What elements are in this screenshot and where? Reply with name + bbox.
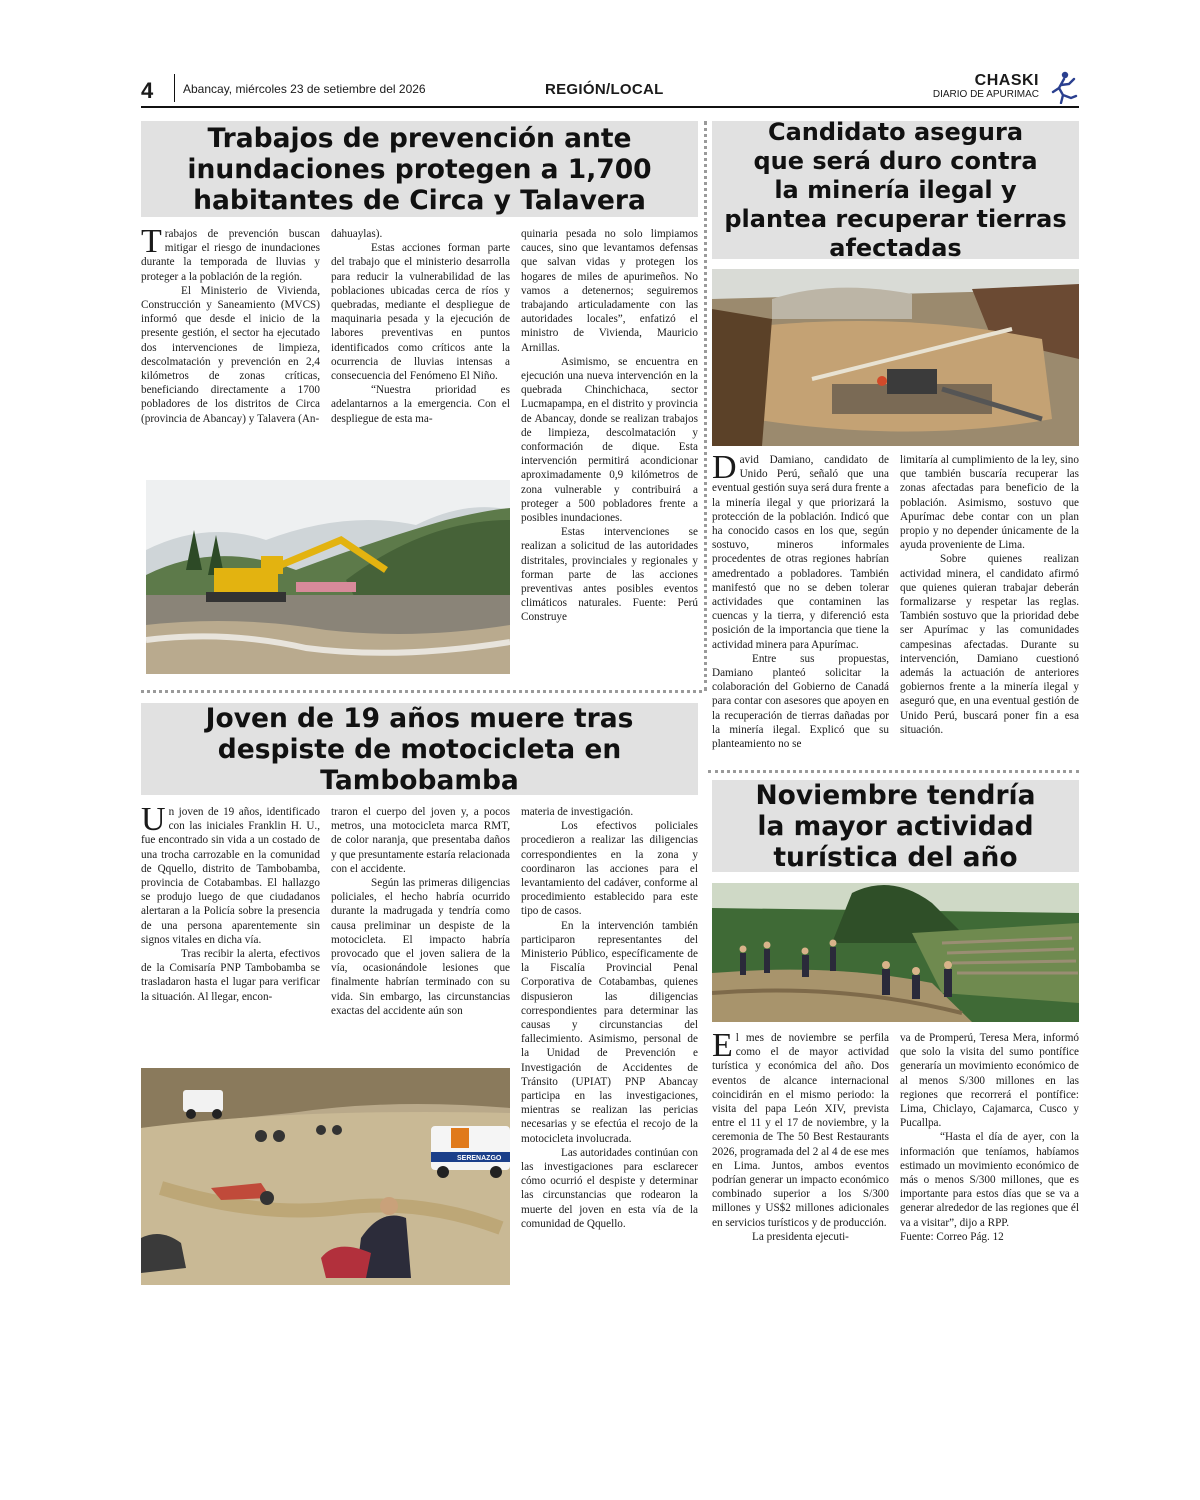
newspaper-brand: [933, 72, 1039, 100]
brand-name: CHASKI: [974, 72, 1039, 89]
section-title: REGIÓN/LOCAL: [545, 81, 664, 98]
page-number: 4: [141, 78, 154, 103]
paragraph: traron el cuerpo del joven y, a pocos metros, una motocicleta marca RMT, de color naranja, que presentaba daños y que presuntamente estaría relacionada con el accidente.: [331, 806, 510, 875]
headline-inundaciones: [141, 121, 698, 217]
article3-column-2: [331, 805, 510, 1018]
paragraph: En la intervención también participaron representantes del Ministerio Público, específicamente de la Fiscalía Provincial Penal Corporativa de Cotabambas, quienes dispusieron las diligencias correspondientes para determinar las causas y circunstancias del fallecimiento. Asimismo, personal de la Unidad de Prevención e Investigación de Accidentes de Tránsito (UPIAT) PNP Abancay participa en las investigaciones, mientras se realizan las pericias necesarias y se efectúa el recojo de la motocicleta involucrada.: [521, 919, 698, 1145]
headline-line: Candidato asegura: [767, 117, 1024, 146]
paragraph: rabajos de prevención buscan mitigar el riesgo de inundaciones durante la temporada de lluvias y proteger a la población de la región.: [141, 228, 320, 283]
paragraph: La presidenta ejecuti-: [752, 1230, 849, 1243]
paragraph: n joven de 19 años, identificado con las iniciales Franklin H. U., fue encontrado sin vida a un costado de una trocha carrozable en la comunidad de Qquello, distrito de Tambobamba, provincia de Cotabambas. El hallazgo se produjo luego de que ciudadanos alertaran a la Policía sobre la presencia de una persona aparentemente sin signos vitales en dicha vía.: [141, 806, 320, 946]
paragraph: Según las primeras diligencias policiales, el hecho habría ocurrido durante la madrugada y tendría como causa preliminar un despiste de la motocicleta. El impacto habría provocado que el joven saliera de la vía, ocasionándole lesiones que finalmente habrían terminado con su vida. Sin embargo, las circunstancias exactas del accidente aún son: [331, 877, 510, 1017]
source-credit: Fuente: Correo Pág. 12: [900, 1230, 1004, 1243]
paragraph: “Nuestra prioridad es adelantarnos a la emergencia. Con el despliegue de esta ma-: [331, 384, 510, 425]
headline-line: afectadas: [829, 233, 962, 262]
headline-line: inundaciones protegen a 1,700: [187, 153, 652, 185]
paragraph: Tras recibir la alerta, efectivos de la Comisaría PNP Tambobamba se trasladaron hasta el lugar para verificar la situación. Al llegar, encon-: [141, 948, 320, 1003]
serenazgo-badge-text: SERENAZGO: [457, 1155, 502, 1162]
headline-line: Tambobamba: [320, 764, 519, 796]
accident-scene-photo: [141, 1068, 510, 1285]
column-separator: [704, 121, 707, 691]
paragraph: va de Promperú, Teresa Mera, informó que solo la visita del sumo pontífice generaría un movimiento económico de al menos S/300 millones en las regiones que recorrerá el pontífice: Lima, Chiclayo, Cajamarca, Cusco y Pucallpa.: [900, 1032, 1079, 1130]
headline-line: la minería ilegal y: [774, 175, 1017, 204]
section-separator: [141, 690, 702, 693]
article2-column-2: [900, 453, 1079, 737]
headline-line: turística del año: [773, 841, 1018, 873]
article3-column-1: [141, 801, 320, 1004]
paragraph: Los efectivos policiales procedieron a realizar las diligencias correspondientes en la zona y coordinaron las acciones para el levantamiento del cadáver, conforme al procedimiento establecido para este tipo de casos.: [521, 820, 698, 918]
headline-motocicleta: [141, 703, 698, 795]
machu-picchu-photo: [712, 883, 1079, 1022]
article4-column-1: [712, 1027, 889, 1244]
paragraph: limitaría al cumplimiento de la ley, sino que también buscaría recuperar las zonas afectadas para beneficio de la población. Asimismo, sostuvo que Apurímac debe contar con un plan propio y no depender únicamente de la ayuda proveniente de Lima.: [900, 454, 1079, 552]
headline-line: Noviembre tendría: [755, 779, 1036, 811]
drop-cap: U: [141, 801, 166, 838]
paragraph: dahuaylas).: [331, 228, 383, 240]
article1-column-3: [521, 227, 698, 625]
paragraph: materia de investigación.: [521, 806, 634, 818]
headline-line: habitantes de Circa y Talavera: [193, 184, 646, 216]
header-divider: [174, 74, 175, 102]
article4-column-2: [900, 1031, 1079, 1244]
paragraph: Estas acciones forman parte del trabajo que el ministerio desarrolla para reducir la vulnerabilidad de las poblaciones ubicadas cerca de ríos y quebradas, mediante el despliegue de maquinaria pesada y la ejecución de labores preventivas en puntos identificados como críticos ante la ocurrencia de lluvias intensas a consecuencia del Fenómeno El Niño.: [331, 242, 510, 383]
headline-line: que será duro contra: [753, 146, 1038, 175]
headline-mineria: [712, 117, 1079, 262]
drop-cap: E: [712, 1027, 733, 1064]
headline-line: plantea recuperar tierras: [724, 204, 1067, 233]
paragraph: Las autoridades continúan con las investigaciones para esclarecer cómo ocurrió el despiste y determinar las circunstancias que rodearon la muerte del joven en esta vía de la comunidad de Qquello.: [521, 1146, 698, 1230]
brand-tagline: DIARIO DE APURIMAC: [932, 89, 1039, 100]
excavator-river-photo: [146, 480, 510, 674]
paragraph: l mes de noviembre se perfila como el de mayor actividad turística y económica del año. Dos eventos de alcance internacional coincidirán en el mismo periodo: la visita del papa León XIV, prevista entre el 11 y el 17 de noviembre, y la ceremonia de The 50 Best Restaurants 2026, programada del 2 al 4 de ese mes en Lima. Juntos, ambos eventos podrían generar un impacto económico combinado superior a los S/300 millones y US$2 millones adicionales en servicios turísticos y de producción.: [712, 1032, 889, 1229]
paragraph: quinaria pesada no solo limpiamos cauces, sino que levantamos defensas que salvan vidas y protegen los hogares de miles de apurimeños. No vamos a detenernos; seguiremos trabajando articuladamente con las autoridades locales”, enfatizó el ministro de Vivienda, Mauricio Arnillas.: [521, 228, 698, 354]
dateline: Abancay, miércoles 23 de setiembre del 2026: [183, 82, 426, 96]
paragraph: Sobre quienes realizan actividad minera, el candidato afirmó que quienes quieran trabajar deberán formalizarse y respetar las reglas. También sostuvo que la prioridad debe ser Apurímac y las comunidades campesinas afectadas. Durante su intervención, Damiano cuestionó además la actuación de anteriores gobiernos frente a la minería ilegal y aseguró que, en una eventual gestión de Unido Perú, buscará poner fin a esa situación.: [900, 553, 1079, 736]
paragraph: Asimismo, se encuentra en ejecución una nueva intervención en la quebrada Chinchichaca, sector Lucmapampa, en el distrito y provincia de Abancay, donde se realizan trabajos de limpieza, descolmatación y conformación de dique. Esta intervención permitirá acondicionar aproximadamente 0,9 kilómetros de zona vulnerable y contribuirá a proteger a 500 pobladores frente a posibles inundaciones.: [521, 355, 698, 525]
headline-line: Trabajos de prevención ante: [207, 122, 632, 154]
paragraph: Estas intervenciones se realizan a solicitud de las autoridades distritales, provinciales y regionales y forman parte de las acciones preventivas antes posibles eventos climáticos naturales. Fuente: Perú Construye: [521, 526, 698, 624]
article2-column-1: [712, 449, 889, 751]
drop-cap: T: [141, 223, 162, 260]
section-separator: [708, 770, 1079, 773]
article1-column-2: [331, 227, 510, 426]
illegal-mining-photo: [712, 269, 1079, 446]
paragraph: “Hasta el día de ayer, con la información que teníamos, habíamos estimado un movimiento económico de más o menos S/300 millones, que es importante para estos días que se va a generar alrededor de las regiones que él va a visitar”, dijo a RPP.: [900, 1131, 1079, 1229]
headline-turismo: [712, 780, 1079, 872]
paragraph: Entre sus propuestas, Damiano planteó solicitar la colaboración del Gobierno de Canadá para contar con asesores que apoyen en la recuperación de tierras dañadas por la minería ilegal. Explicó que su planteamiento no se: [712, 652, 889, 751]
headline-line: Joven de 19 años muere tras: [205, 702, 634, 734]
chaski-runner-icon: [1047, 70, 1079, 104]
drop-cap: D: [712, 449, 737, 486]
page-header: [141, 70, 1079, 108]
headline-line: la mayor actividad: [757, 810, 1034, 842]
article1-column-1: [141, 223, 320, 426]
paragraph: El Ministerio de Vivienda, Construcción y Saneamiento (MVCS) informó que desde el inicio de la presente gestión, el sector ha ejecutado dos intervenciones de limpieza, descolmatación y prevención en 2,4 kilómetros de zonas críticas, beneficiando directamente a 1700 pobladores de los distritos de Circa (provincia de Abancay) y Talavera (An-: [141, 284, 320, 425]
paragraph: avid Damiano, candidato de Unido Perú, señaló que una eventual gestión suya será dura frente a la minería ilegal y que priorizará la protección de la población. Indicó que ha conocido casos en los que, según sostuvo, mineros informales procedentes de otras regiones habrían amedrentado a pobladores. También manifestó que no se deben tolerar actividades que contaminen las cuencas y la tierra, y diferenció esta posición de la importancia que tiene la actividad minera para Apurímac.: [712, 454, 889, 651]
article3-column-3: [521, 805, 698, 1231]
headline-line: despiste de motocicleta en: [217, 733, 622, 765]
